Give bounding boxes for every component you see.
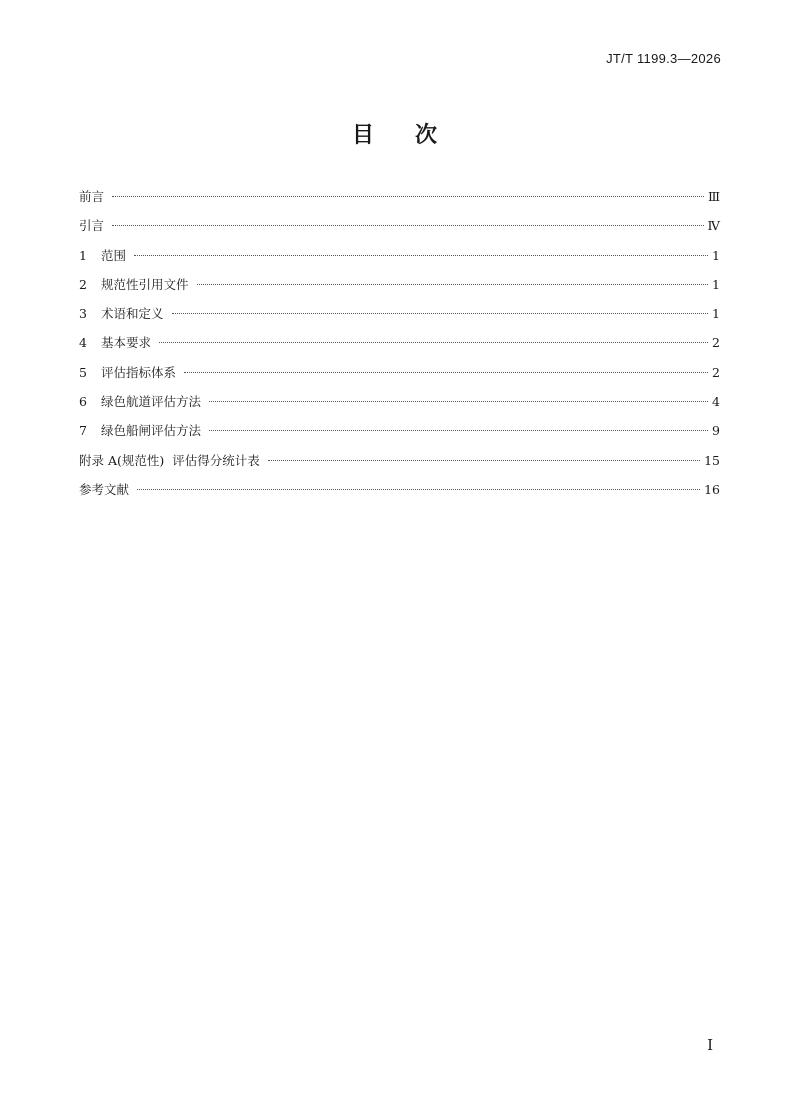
toc-entry-indicator-system[interactable] [79,363,720,392]
toc-entry-page: Ⅳ [707,218,720,234]
toc-entry-normative-references[interactable] [79,275,720,304]
toc-entry-page: 9 [712,423,720,439]
dot-leader [159,342,708,343]
toc-entry-label: 附录 A(规范性) 评估得分统计表 [79,452,260,468]
document-code: JT/T 1199.3—2026 [606,51,721,66]
toc-entry-number: 1 [79,247,87,263]
toc-entry-scope[interactable] [79,246,720,275]
toc-entry-label: 引言 [79,218,105,234]
toc-entry-label: 前言 [79,189,105,204]
toc-entry-label: 绿色船闸评估方法 [101,423,202,439]
toc-entry-number: 2 [79,276,87,292]
toc-entry-introduction[interactable] [79,216,720,245]
toc-entry-page: 2 [712,364,720,380]
toc-entry-terms-definitions[interactable] [79,304,720,333]
title-char-2: 次 [415,123,439,148]
dot-leader [184,372,708,373]
toc-entry-waterway-method[interactable] [79,392,720,421]
dot-leader [209,430,708,431]
toc-entry-shiplock-method[interactable] [79,421,720,450]
toc-entry-foreword[interactable] [79,187,720,216]
toc-entry-page: 2 [712,335,720,351]
page-title [0,118,790,149]
table-of-contents [79,187,720,509]
toc-entry-label: 规范性引用文件 [101,276,189,292]
dot-leader [112,196,704,197]
toc-entry-page: Ⅲ [707,189,720,204]
toc-entry-page: 15 [704,452,720,468]
toc-entry-label: 参考文献 [79,481,130,497]
toc-entry-label: 评估指标体系 [101,364,177,380]
toc-entry-number: 3 [79,306,87,322]
toc-entry-basic-requirements[interactable] [79,333,720,362]
toc-entry-appendix-a[interactable] [79,451,720,480]
toc-entry-page: 16 [704,481,720,497]
toc-entry-bibliography[interactable] [79,480,720,509]
dot-leader [134,255,708,256]
dot-leader [112,225,703,226]
dot-leader [197,284,709,285]
dot-leader [209,401,708,402]
title-char-1: 目 [351,123,375,148]
dot-leader [268,460,700,461]
toc-entry-page: 1 [712,247,720,263]
toc-entry-page: 1 [712,306,720,322]
toc-entry-number: 4 [79,335,87,351]
dot-leader [137,489,700,490]
dot-leader [172,313,709,314]
toc-entry-label: 术语和定义 [101,306,164,322]
toc-entry-number: 7 [79,423,87,439]
toc-entry-label: 绿色航道评估方法 [101,394,202,410]
toc-entry-number: 6 [79,394,87,410]
page-number: I [707,1036,713,1054]
toc-entry-number: 5 [79,364,87,380]
toc-entry-page: 1 [712,276,720,292]
toc-entry-label: 范围 [101,247,127,263]
toc-entry-label: 基本要求 [101,335,152,351]
toc-entry-page: 4 [712,394,720,410]
